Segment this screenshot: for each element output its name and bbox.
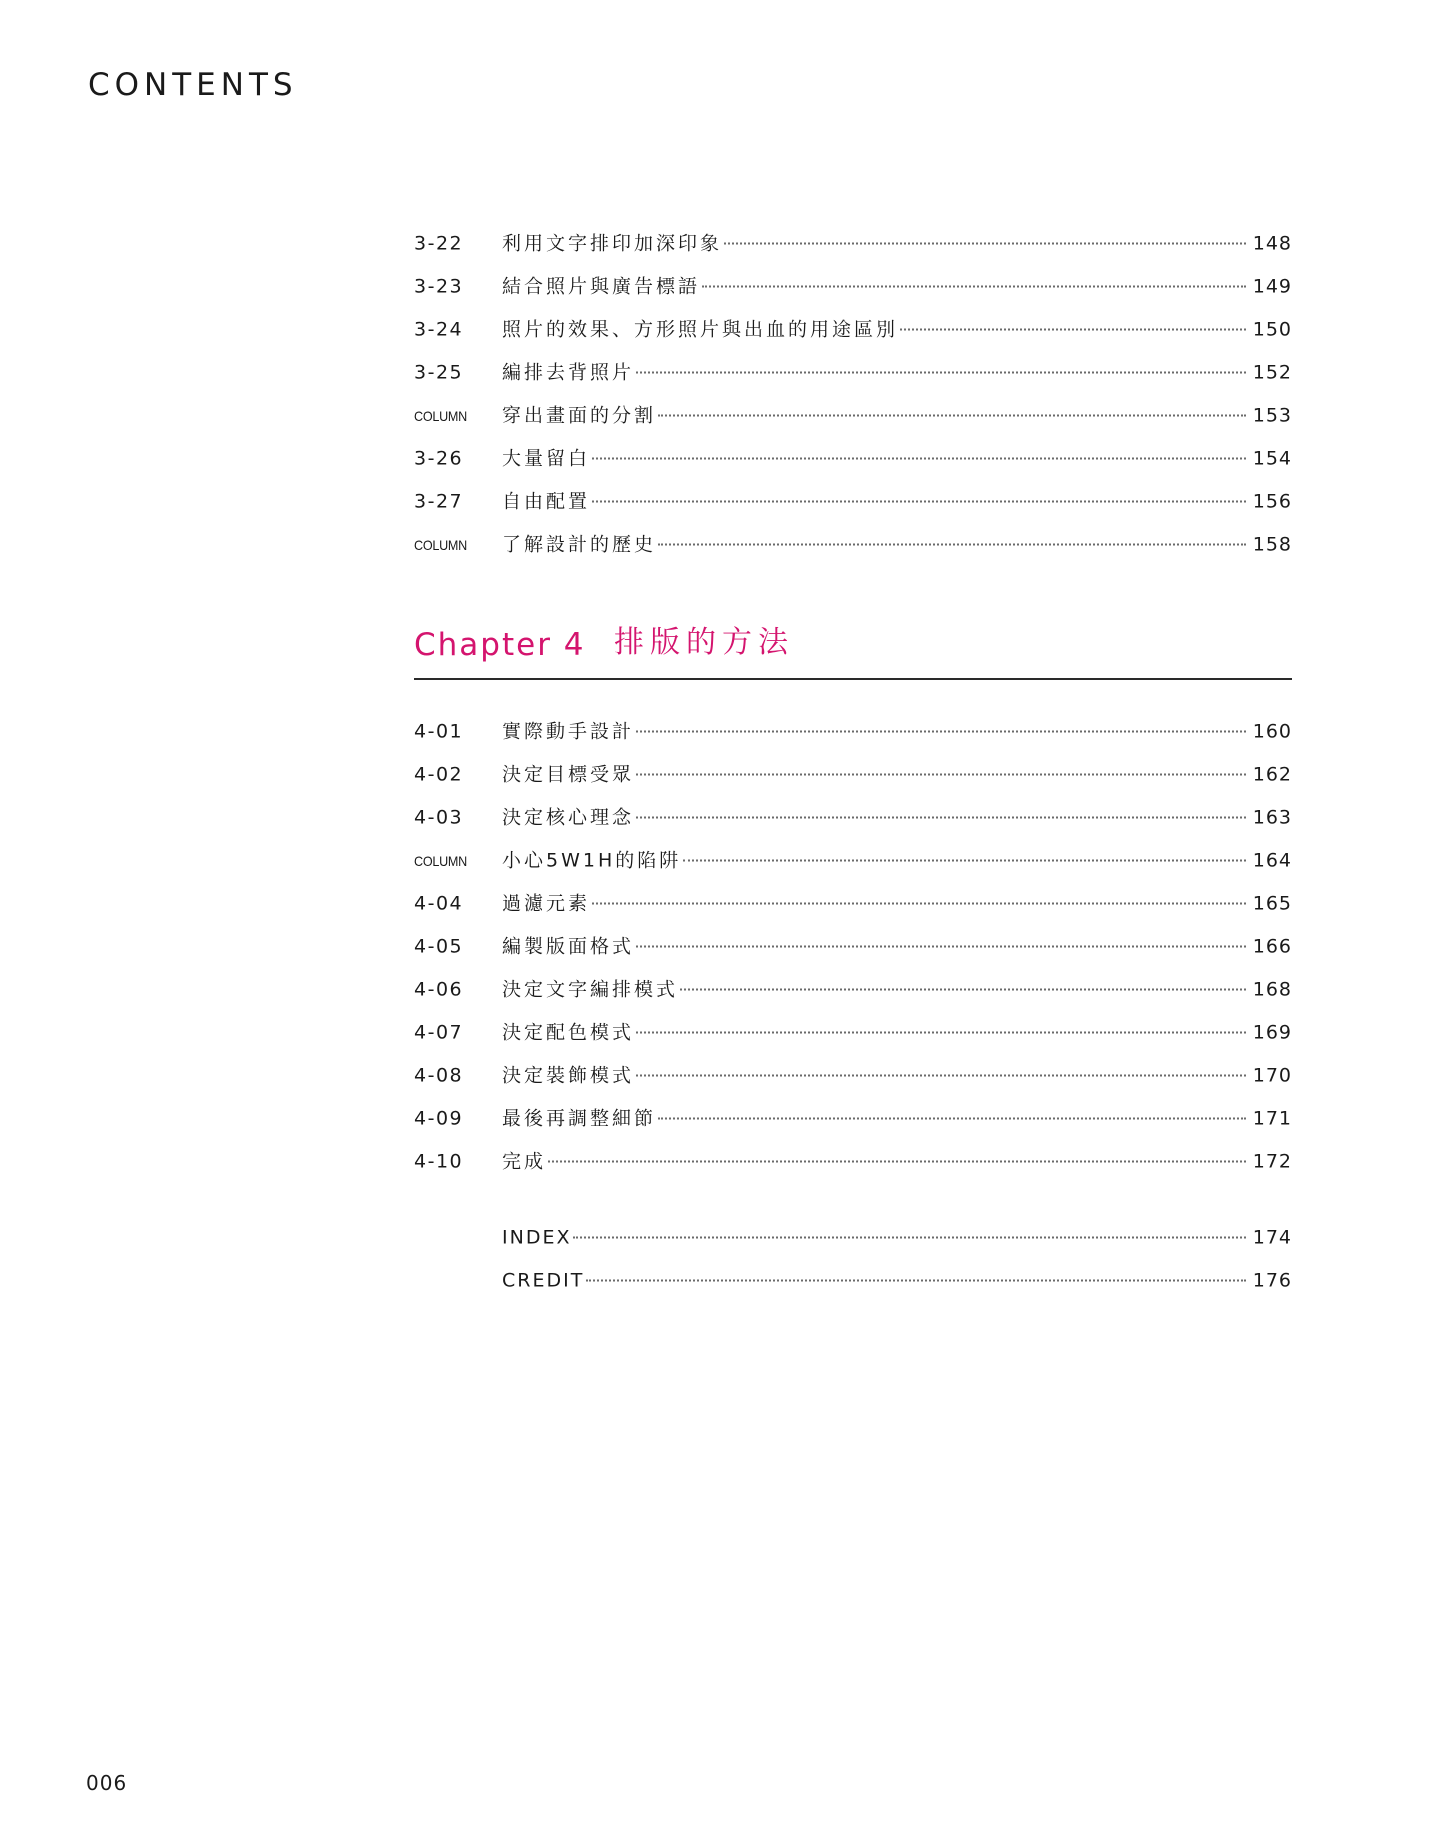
- toc-entry-credit[interactable]: [414, 1259, 1292, 1302]
- chapter-label: Chapter 4: [414, 627, 586, 663]
- toc-entry-page: 153: [1252, 404, 1292, 426]
- toc-entry[interactable]: [414, 437, 1292, 480]
- toc-entry-page: 148: [1252, 232, 1292, 254]
- toc-entry-column[interactable]: [414, 394, 1292, 437]
- dot-leader: [636, 773, 1246, 775]
- chapter-heading: [414, 626, 1292, 680]
- toc-entry-number: 3-24: [414, 318, 464, 340]
- toc-entry[interactable]: [414, 308, 1292, 351]
- dot-leader: [636, 1074, 1246, 1076]
- toc-entry-title: 編製版面格式: [502, 935, 635, 957]
- toc-entry[interactable]: [414, 710, 1292, 753]
- toc-entry-title: 最後再調整細節: [502, 1107, 657, 1129]
- chapter-title: 排版的方法: [614, 625, 794, 660]
- dot-leader: [636, 945, 1246, 947]
- toc-entry-page: 172: [1252, 1150, 1292, 1172]
- toc-entry-page: 170: [1252, 1064, 1292, 1086]
- dot-leader: [592, 902, 1246, 904]
- dot-leader: [636, 730, 1246, 732]
- toc-entry-title: 大量留白: [502, 447, 591, 469]
- toc-entry-title: CREDIT: [502, 1269, 585, 1291]
- dot-leader: [592, 457, 1246, 459]
- toc-entry-number: 4-01: [414, 720, 464, 742]
- dot-leader: [683, 859, 1246, 861]
- toc-entry-page: 149: [1252, 275, 1292, 297]
- dot-leader: [900, 328, 1246, 330]
- toc-entry-index[interactable]: [414, 1216, 1292, 1259]
- dot-leader: [636, 816, 1246, 818]
- toc-entry-title: 完成: [502, 1150, 547, 1172]
- page-number: 006: [86, 1771, 128, 1795]
- toc-entry-page: 164: [1252, 849, 1292, 871]
- toc-entry-page: 152: [1252, 361, 1292, 383]
- toc-entry-number: 3-25: [414, 361, 464, 383]
- toc-entry-number: 4-08: [414, 1064, 464, 1086]
- toc-entry[interactable]: [414, 265, 1292, 308]
- toc-entry[interactable]: [414, 222, 1292, 265]
- toc-entry-page: 165: [1252, 892, 1292, 914]
- toc-entry[interactable]: [414, 968, 1292, 1011]
- toc-entry-page: 169: [1252, 1021, 1292, 1043]
- toc-entry-number: 4-06: [414, 978, 464, 1000]
- toc-entry[interactable]: [414, 1097, 1292, 1140]
- toc-entry-page: 174: [1252, 1226, 1292, 1248]
- toc-entry[interactable]: [414, 753, 1292, 796]
- toc-entry-column[interactable]: [414, 839, 1292, 882]
- toc-entry-column[interactable]: [414, 523, 1292, 566]
- toc-entry[interactable]: [414, 1054, 1292, 1097]
- toc-entry[interactable]: [414, 1140, 1292, 1183]
- toc-entry-title: 了解設計的歷史: [502, 533, 657, 555]
- toc-entry-title: 決定目標受眾: [502, 763, 635, 785]
- toc-entry-number: 3-22: [414, 232, 464, 254]
- dot-leader: [636, 1031, 1246, 1033]
- dot-leader: [636, 371, 1246, 373]
- toc-section-back-matter: [414, 1216, 1292, 1302]
- toc-section-chapter-4: [414, 710, 1292, 1183]
- column-tag: COLUMN: [414, 407, 467, 424]
- toc-entry-title: 編排去背照片: [502, 361, 635, 383]
- column-tag: COLUMN: [414, 536, 467, 553]
- toc-entry-page: 166: [1252, 935, 1292, 957]
- toc-entry[interactable]: [414, 351, 1292, 394]
- toc-entry-page: 156: [1252, 490, 1292, 512]
- toc-entry-title: 小心5W1H的陷阱: [502, 849, 682, 871]
- toc-entry-page: 163: [1252, 806, 1292, 828]
- toc-entry-number: 3-26: [414, 447, 464, 469]
- dot-leader: [724, 242, 1246, 244]
- toc-entry-page: 176: [1252, 1269, 1292, 1291]
- toc-entry-title: 照片的效果、方形照片與出血的用途區別: [502, 318, 899, 340]
- toc-entry[interactable]: [414, 925, 1292, 968]
- dot-leader: [658, 1117, 1246, 1119]
- toc-entry-page: 158: [1252, 533, 1292, 555]
- toc-entry[interactable]: [414, 1011, 1292, 1054]
- toc-entry[interactable]: [414, 480, 1292, 523]
- dot-leader: [658, 414, 1246, 416]
- toc-entry-number: 4-04: [414, 892, 464, 914]
- toc-entry-number: 4-02: [414, 763, 464, 785]
- toc-entry-title: 決定裝飾模式: [502, 1064, 635, 1086]
- dot-leader: [658, 543, 1246, 545]
- toc-entry-page: 154: [1252, 447, 1292, 469]
- toc-section-chapter-3: [414, 222, 1292, 566]
- toc-entry-number: 4-05: [414, 935, 464, 957]
- toc-entry-number: 4-03: [414, 806, 464, 828]
- toc-entry-page: 160: [1252, 720, 1292, 742]
- toc-entry[interactable]: [414, 796, 1292, 839]
- toc-entry-number: 3-27: [414, 490, 464, 512]
- toc-entry-title: 過濾元素: [502, 892, 591, 914]
- dot-leader: [573, 1236, 1246, 1238]
- toc-entry-page: 171: [1252, 1107, 1292, 1129]
- toc-entry-page: 162: [1252, 763, 1292, 785]
- toc-entry-number: 4-10: [414, 1150, 464, 1172]
- page-title: CONTENTS: [88, 67, 298, 103]
- toc-entry-title: 穿出畫面的分割: [502, 404, 657, 426]
- toc-entry-number: 4-07: [414, 1021, 464, 1043]
- toc-entry-title: 決定核心理念: [502, 806, 635, 828]
- toc-entry-page: 168: [1252, 978, 1292, 1000]
- toc-entry-title: 實際動手設計: [502, 720, 635, 742]
- dot-leader: [592, 500, 1246, 502]
- toc-entry[interactable]: [414, 882, 1292, 925]
- dot-leader: [702, 285, 1246, 287]
- toc-entry-title: 決定文字編排模式: [502, 978, 679, 1000]
- column-tag: COLUMN: [414, 852, 467, 869]
- dot-leader: [680, 988, 1246, 990]
- toc-entry-title: 結合照片與廣告標語: [502, 275, 701, 297]
- toc-entry-title: 利用文字排印加深印象: [502, 232, 723, 254]
- toc-entry-title: 決定配色模式: [502, 1021, 635, 1043]
- toc-entry-title: 自由配置: [502, 490, 591, 512]
- dot-leader: [548, 1160, 1246, 1162]
- toc-entry-number: 4-09: [414, 1107, 464, 1129]
- dot-leader: [586, 1279, 1246, 1281]
- toc-entry-number: 3-23: [414, 275, 464, 297]
- toc-entry-title: INDEX: [502, 1226, 572, 1248]
- toc-entry-page: 150: [1252, 318, 1292, 340]
